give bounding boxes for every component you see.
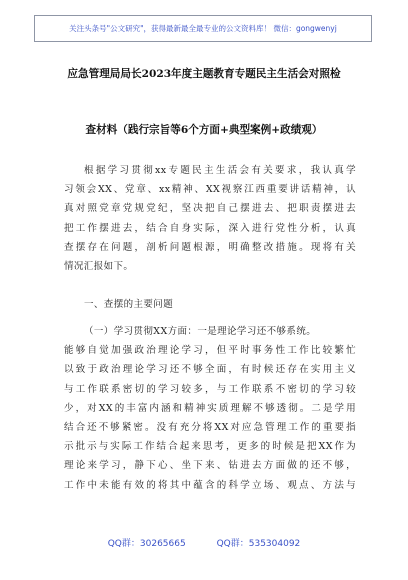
paragraph-line: 习领会XX、党章、xx精神、XX视察江西重要讲话精神，认 [64,184,356,196]
paragraph-line: 结合还不够紧密。没有充分将XX对应急管理工作的重要指 [64,422,356,434]
paragraph-line: 理论来学习，静下心、坐下来、钻进去方面做的还不够， [64,460,356,472]
paragraph-line: 示批示与实际工作结合起来思考，更多的时候是把XX作为 [64,441,356,453]
paragraph-line: 根据学习贯彻xx专题民主生活会有关要求，我认真学 [84,165,356,176]
paragraph-line: 能够自觉加强政治理论学习，但平时事务性工作比较繁忙 [64,345,356,357]
paragraph-line: 把工作摆进去，结合自身实际，深入进行党性分析，认真 [64,222,356,234]
paragraph-line: 情况汇报如下。 [64,261,134,273]
paragraph-line: 以致于政治理论学习还不够全面，有时候还存在实用主义 [64,364,356,376]
promo-banner [34,15,372,42]
qq-group-2: QQ群：535304092 [216,539,301,549]
section-paragraph [64,322,356,495]
document-title-line-2: 查材料（践行宗旨等6个方面+典型案例+政绩观） [85,124,323,136]
paragraph-line: 真对照党章党规党纪，坚决把自己摆进去、把职责摆进去 [64,203,356,215]
document-title-line-1: 应急管理局局长2023年度主题教育专题民主生活会对照检 [67,68,341,80]
paragraph-line: （一）学习贯彻XX方面：一是理论学习还不够系统。 [84,326,317,337]
intro-paragraph [64,161,356,276]
section-heading-text: 一、查摆的主要问题 [84,299,174,310]
paragraph-line: 查摆存在问题，剖析问题根源，明确整改措施。现将有关 [64,241,356,253]
section-heading [84,295,356,314]
footer-contacts [0,536,408,549]
promo-banner-text: 关注头条号"公文研究"，获得最新最全最专业的公文资料库！ 微信：gongwenyj [69,24,337,33]
paragraph-line: 与工作联系密切的学习较多，与工作联系不密切的学习较 [64,383,356,395]
paragraph-line: 工作中未能有效的将其中蕴含的科学立场、观点、方法与 [64,479,356,491]
paragraph-line: 少，对XX的丰富内涵和精神实质理解不够透彻。二是学用 [64,402,356,414]
qq-group-1: QQ群：30265665 [107,539,186,549]
